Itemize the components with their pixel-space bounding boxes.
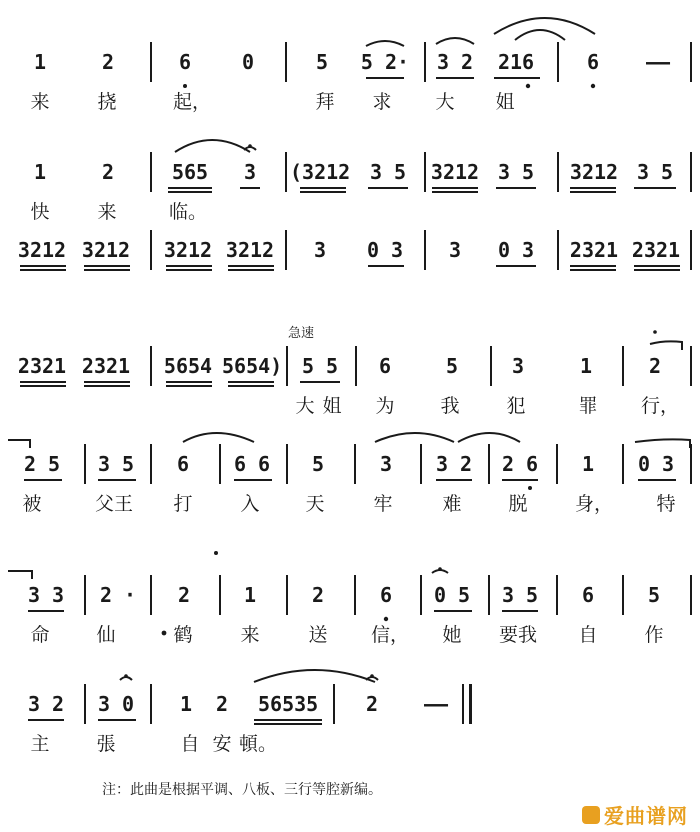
note: 2321 (81, 354, 131, 378)
lyric: 罪 (578, 395, 598, 417)
note: 0 5 (433, 583, 471, 607)
lyric: 特 (656, 493, 676, 515)
note: 3 5 (497, 160, 535, 184)
note: 3212 (17, 238, 67, 262)
note: 56535 (258, 692, 319, 716)
lyric: 快 (30, 201, 50, 223)
note: 3 (313, 238, 327, 262)
note: 5654) (222, 354, 283, 378)
note: 3212 (225, 238, 275, 262)
lyric: 牢 (373, 493, 393, 515)
lyric: 大 (435, 91, 455, 113)
note: 0 3 (637, 452, 675, 476)
note: 3212 (81, 238, 131, 262)
notation-marks (0, 444, 700, 504)
lyric: 来 (97, 201, 117, 223)
logo-text: 爱曲谱网 (604, 804, 688, 828)
note: 5 2· (360, 50, 410, 74)
note: 6 (378, 354, 392, 378)
note: 5654 (163, 354, 213, 378)
lyric: 仙 (96, 624, 116, 646)
note: 2 6 (501, 452, 539, 476)
note: 2 (177, 583, 191, 607)
note: 3212 (430, 160, 480, 184)
note: 5 5 (301, 354, 339, 378)
notation-marks (0, 152, 700, 232)
lyric: 大 (295, 395, 315, 417)
note: 0 3 (366, 238, 404, 262)
lyric: 拜 (315, 91, 335, 113)
note: 6 (586, 50, 600, 74)
lyric: 張 (96, 733, 116, 755)
note: 3 5 (369, 160, 407, 184)
lyric: 頓。 (238, 733, 277, 755)
lyric: 天 (305, 493, 325, 515)
lyric: 脱 (508, 493, 528, 515)
note: 2321 (631, 238, 681, 262)
lyric: 送 (308, 624, 328, 646)
note: 2 (648, 354, 662, 378)
note: 5 (445, 354, 459, 378)
notation-marks (0, 230, 700, 290)
lyric: 犯 (506, 395, 526, 417)
lyric: 安 (212, 733, 232, 755)
note: 1 (243, 583, 257, 607)
lyric: 身， (574, 493, 613, 515)
note: 6 (176, 452, 190, 476)
lyric: 来 (240, 624, 260, 646)
note: 3212 (163, 238, 213, 262)
lyric: 姐 (495, 91, 515, 113)
note: 2 (101, 50, 115, 74)
lyric: 挠 (97, 91, 117, 113)
lyric: 打 (173, 493, 193, 515)
note: 6 (379, 583, 393, 607)
note: 3 5 (636, 160, 674, 184)
note: 2 (101, 160, 115, 184)
music-note-icon (582, 806, 600, 824)
lyric: 主 (30, 733, 50, 755)
note: 0 (241, 50, 255, 74)
lyric: 入 (240, 493, 260, 515)
notation-marks (0, 346, 700, 406)
note: 2321 (569, 238, 619, 262)
note: 2321 (17, 354, 67, 378)
lyric: 作 (644, 624, 664, 646)
lyric: 要我 (498, 624, 537, 646)
note: (3212 (290, 160, 351, 184)
lyric: 难 (442, 493, 462, 515)
note: —— (645, 50, 671, 74)
lyric: 我 (440, 395, 460, 417)
note: 1 (33, 160, 47, 184)
lyric: 为 (375, 395, 395, 417)
note: 216 (497, 50, 535, 74)
note: 1 (579, 354, 593, 378)
note: 3 (511, 354, 525, 378)
note: 1 (33, 50, 47, 74)
note: 2 · (99, 583, 137, 607)
lyric: 命 (30, 624, 50, 646)
lyric: 她 (442, 624, 462, 646)
note: 3212 (569, 160, 619, 184)
lyric: 姐 (322, 395, 342, 417)
note: 5 (311, 452, 325, 476)
note: 2 (215, 692, 229, 716)
note: —— (423, 692, 449, 716)
note: 6 (581, 583, 595, 607)
note: 5 (647, 583, 661, 607)
lyric: 临。 (168, 201, 207, 223)
note: 3 (448, 238, 462, 262)
lyric: 行， (640, 395, 679, 417)
tempo-marking: 急速 (288, 326, 315, 341)
note: 3 (243, 160, 257, 184)
note: 2 (365, 692, 379, 716)
footnote: 注：此曲是根据平调、八板、三行等腔新编。 (102, 782, 382, 798)
site-watermark (582, 800, 688, 829)
note: 1 (179, 692, 193, 716)
lyric: 父王 (94, 493, 133, 515)
lyric: 求 (372, 91, 392, 113)
note: 3 2 (27, 692, 65, 716)
lyric: 信， (370, 624, 409, 646)
note: 2 (311, 583, 325, 607)
note: 3 (379, 452, 393, 476)
note: 3 5 (97, 452, 135, 476)
note: 3 2 (435, 452, 473, 476)
note: 2 5 (23, 452, 61, 476)
lyric: 鹤 (173, 624, 193, 646)
notation-marks (0, 42, 700, 122)
note: 3 5 (501, 583, 539, 607)
lyric: 来 (30, 91, 50, 113)
notation-marks (0, 575, 700, 635)
note: 6 6 (233, 452, 271, 476)
lyric: 被 (22, 493, 42, 515)
note: 6 (178, 50, 192, 74)
notation-marks (0, 684, 700, 744)
note: 3 3 (27, 583, 65, 607)
note: 1 (581, 452, 595, 476)
note: 5 (315, 50, 329, 74)
note: 0 3 (497, 238, 535, 262)
lyric: 自 (578, 624, 598, 646)
note: 3 2 (436, 50, 474, 74)
note: 565 (171, 160, 209, 184)
note: 3 0 (97, 692, 135, 716)
lyric: 自 (180, 733, 200, 755)
lyric: 起， (172, 91, 211, 113)
